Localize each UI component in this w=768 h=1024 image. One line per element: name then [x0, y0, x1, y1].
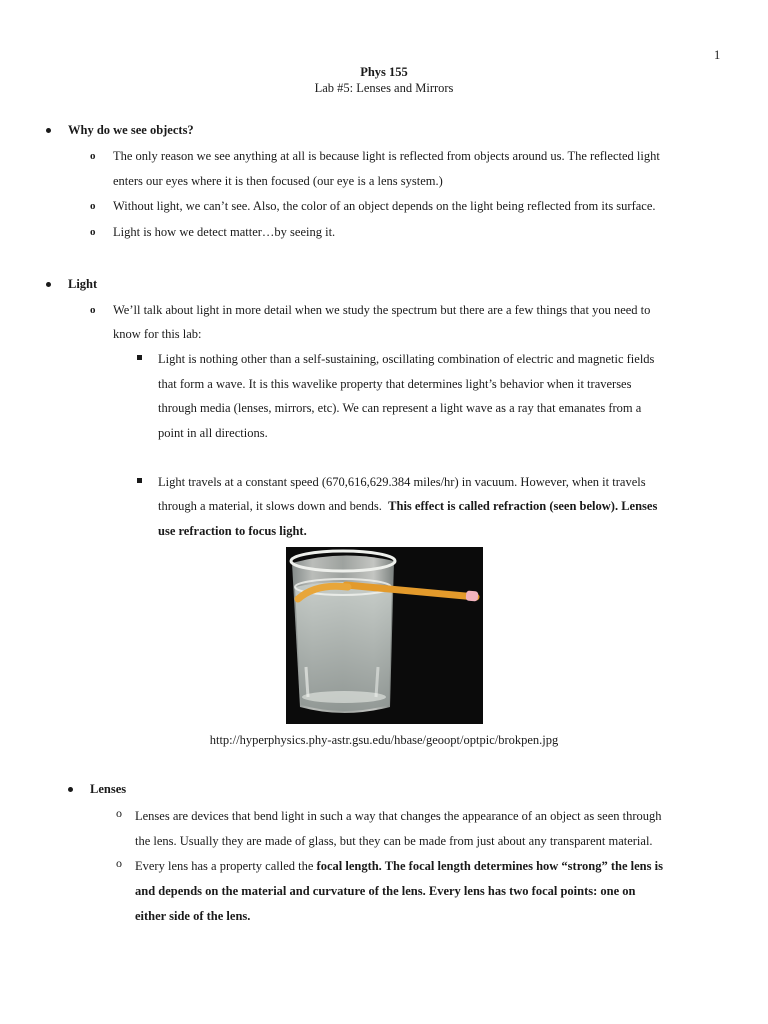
- bullet-dot-icon: [68, 787, 73, 792]
- lenses-item-2-line-3: either side of the lens.: [135, 909, 251, 923]
- light-sub1-line-4: point in all directions.: [158, 426, 268, 440]
- page-number: 1: [714, 48, 721, 62]
- light-sub2-line-2: [158, 498, 657, 514]
- refraction-photo: [286, 547, 483, 724]
- bullet-dot-icon: [46, 128, 51, 133]
- light-sub1-line-2: that form a wave. It is this wavelike property that determines light’s behavior when it traverses: [158, 377, 632, 391]
- lenses-item-2-line-1-normal: Every lens has a property called the: [135, 859, 317, 873]
- why-item-2: Without light, we can’t see. Also, the color of an object depends on the light being reflected from its surface.: [113, 199, 656, 213]
- why-item-3: Light is how we detect matter…by seeing it.: [113, 225, 336, 239]
- lenses-item-2-line-1: [135, 858, 663, 874]
- bullet-o-icon: o: [116, 856, 122, 870]
- bullet-o-icon: o: [90, 200, 96, 212]
- lenses-item-1-line-2: the lens. Usually they are made of glass, but they can be made from just about any transparent material.: [135, 834, 653, 848]
- light-sub1-line-3: through media (lenses, mirrors, etc). We can represent a light wave as a ray that emanates from a: [158, 401, 642, 415]
- section-heading-lenses: Lenses: [90, 782, 127, 796]
- bullet-dot-icon: [46, 282, 51, 287]
- light-intro-line-1: We’ll talk about light in more detail when we study the spectrum but there are a few things that you need to: [113, 303, 651, 317]
- bullet-o-icon: o: [90, 150, 96, 162]
- light-sub2-line-3: use refraction to focus light.: [158, 524, 307, 538]
- light-sub2-line-2-normal: through a material, it slows down and bends.: [158, 499, 389, 513]
- section-heading-why: Why do we see objects?: [68, 123, 194, 137]
- light-sub2-line-2-bold: This effect is called refraction (seen below). Lenses: [388, 499, 658, 513]
- lenses-item-2-line-2: and depends on the material and curvature of the lens. Every lens has two focal points: one on: [135, 884, 636, 898]
- light-sub2-line-1: Light travels at a constant speed (670,616,629.384 miles/hr) in vacuum. However, when it travels: [158, 475, 646, 489]
- bullet-square-icon: [137, 478, 142, 483]
- light-intro-line-2: know for this lab:: [113, 327, 202, 341]
- bullet-o-icon: o: [90, 226, 96, 238]
- why-item-1-line-2: enters our eyes where it is then focused (our eye is a lens system.): [113, 174, 443, 188]
- why-item-1-line-1: The only reason we see anything at all is because light is reflected from objects around us. The reflected light: [113, 149, 660, 163]
- lenses-item-2-line-1-bold: focal length. The focal length determines how “strong” the lens is: [316, 859, 663, 873]
- image-caption-url: http://hyperphysics.phy-astr.gsu.edu/hbase/geoopt/optpic/brokpen.jpg: [209, 733, 559, 747]
- lenses-item-1-line-1: Lenses are devices that bend light in such a way that changes the appearance of an object as seen through: [135, 809, 662, 823]
- bullet-o-icon: o: [116, 806, 122, 820]
- light-sub1-line-1: Light is nothing other than a self-sustaining, oscillating combination of electric and magnetic fields: [158, 352, 655, 366]
- bullet-o-icon: o: [90, 304, 96, 316]
- document-subtitle: Lab #5: Lenses and Mirrors: [314, 81, 454, 95]
- document-title: Phys 155: [360, 65, 408, 79]
- bullet-square-icon: [137, 355, 142, 360]
- section-heading-light: Light: [68, 277, 98, 291]
